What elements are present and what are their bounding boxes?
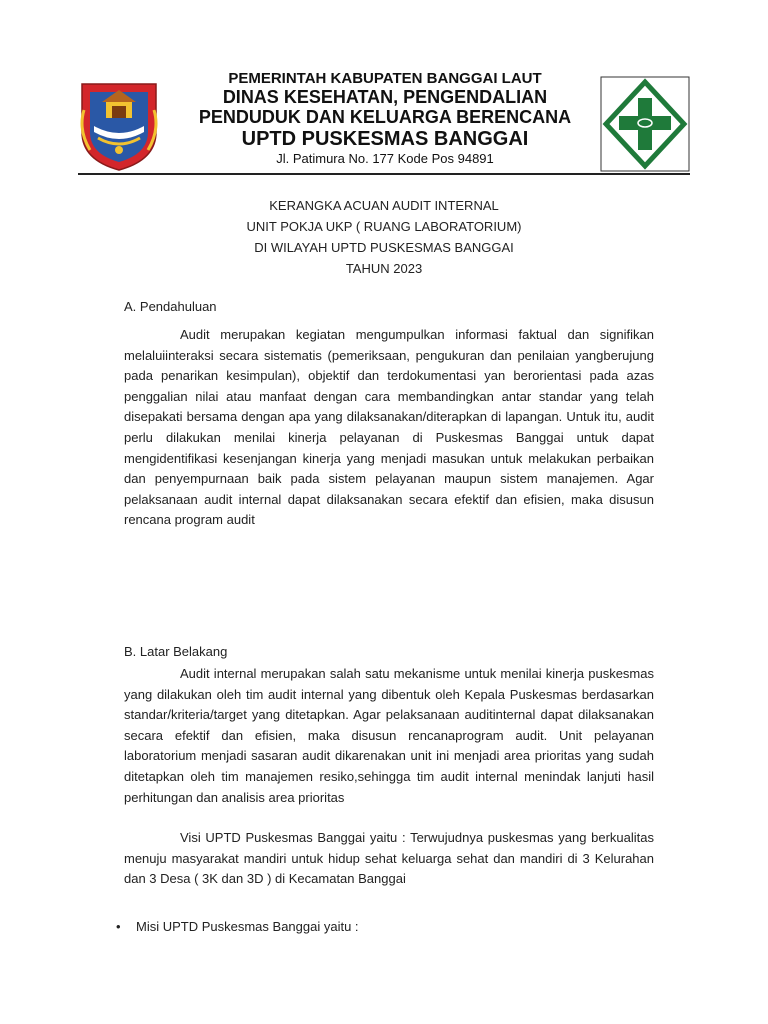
- title-line4: TAHUN 2023: [345, 261, 423, 276]
- document-title: [0, 195, 768, 279]
- section-heading: B. Latar Belakang: [124, 644, 228, 659]
- address: Jl. Patimura No. 177 Kode Pos 94891: [276, 151, 494, 166]
- section-latar-belakang: [124, 643, 654, 890]
- bullet-icon: •: [116, 919, 121, 934]
- section-paragraph: Audit merupakan kegiatan mengumpulkan informasi faktual dan signifikan melaluiinteraksi secara sistematis (pemeriksaan, pengukuran dan penilaian yangberujung pada penarikan kesimpulan), objektif dan terdokumentasi yan berorientasi pada azas penggalian nilai atau manfaat dengan cara membandingkan antar standar yang telah disepakati bersama dengan apa yang dilaksanakan/diterapkan di lapangan. Untuk itu, audit perlu dilakukan menilai kinerja pelayanan di Puskesmas Banggai untuk dapat mengidentifikasi kesenjangan kinerja yang menjadi masukan untuk melakukan perbaikan dan penyempurnaan baik pada sistem pelayanan maupun sistem manajemen. Agar pelaksanaan audit internal dapat dilaksanakan secara efektif dan efisien, maka disusun rencana program audit: [124, 327, 654, 528]
- agency-name-line1: DINAS KESEHATAN, PENGENDALIAN: [222, 87, 548, 107]
- government-name: PEMERINTAH KABUPATEN BANGGAI LAUT: [228, 70, 542, 87]
- agency-name-line2: PENDUDUK DAN KELUARGA BERENCANA: [198, 107, 572, 127]
- regency-emblem-icon: [76, 80, 162, 172]
- letterhead-divider: [78, 173, 690, 175]
- title-line3: DI WILAYAH UPTD PUSKESMAS BANGGAI: [254, 240, 514, 255]
- puskesmas-name: UPTD PUSKESMAS BANGGAI: [241, 128, 529, 150]
- title-line2: UNIT POKJA UKP ( RUANG LABORATORIUM): [246, 219, 522, 234]
- section-heading: A. Pendahuluan: [124, 299, 217, 314]
- section-pendahuluan: [124, 298, 654, 531]
- section-paragraph: Visi UPTD Puskesmas Banggai yaitu : Terwujudnya puskesmas yang berkualitas menuju masyarakat mandiri untuk hidup sehat keluarga sehat dan mandiri di 3 Kelurahan dan 3 Desa ( 3K dan 3D ) di Kecamatan Banggai: [124, 830, 654, 887]
- puskesmas-cross-logo-icon: [600, 76, 690, 172]
- section-paragraph: Audit internal merupakan salah satu mekanisme untuk menilai kinerja puskesmas yang dilakukan oleh tim audit internal yang dibentuk oleh Kepala Puskesmas berdasarkan standar/kriteria/target yang ditetapkan. Agar pelaksanaan auditinternal dapat dilaksanakan secara efektif dan efisien, maka disusun rencanaprogram audit. Unit pelayanan laboratorium menjadi sasaran audit dikarenakan unit ini menjadi area prioritas yang sudah ditetapkan oleh tim manajemen resiko,sehingga tim audit internal menindak lanjuti hasil perhitungan dan analisis area prioritas: [124, 666, 654, 805]
- letterhead-text: [160, 70, 610, 167]
- list-item: [116, 918, 656, 936]
- list-item-text: Misi UPTD Puskesmas Banggai yaitu :: [136, 919, 359, 934]
- letterhead: [0, 60, 768, 180]
- title-line1: KERANGKA ACUAN AUDIT INTERNAL: [269, 198, 499, 213]
